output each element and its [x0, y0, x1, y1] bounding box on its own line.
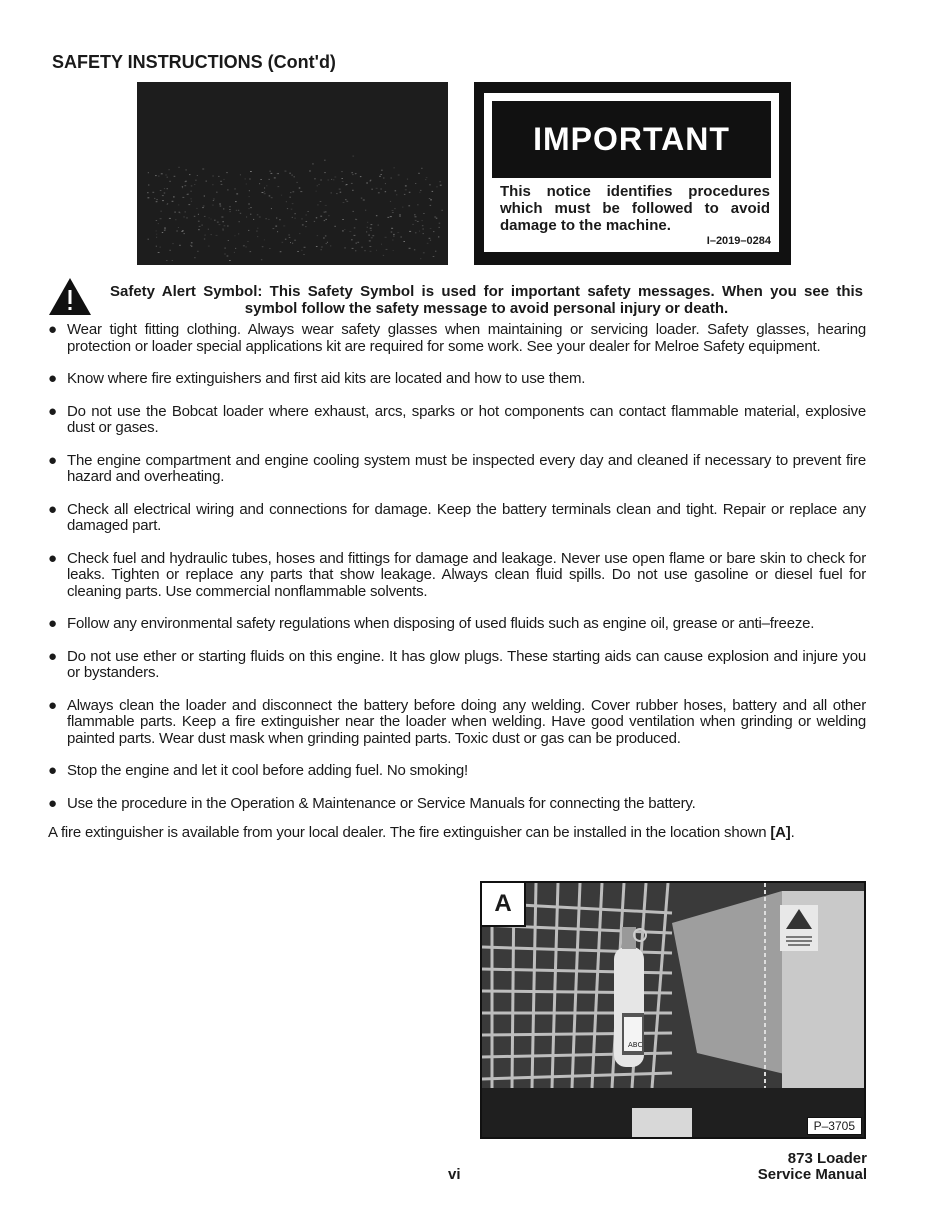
bullet-item — [48, 453, 866, 486]
notice-title: IMPORTANT — [492, 101, 771, 178]
bullet-dot-icon: ● — [48, 451, 57, 469]
bullet-dot-icon: ● — [48, 321, 57, 338]
noise-texture — [137, 82, 448, 265]
extinguisher-photo — [480, 881, 866, 1139]
extinguisher-note-text: A fire extinguisher is available from your local dealer. The fire extinguisher can be installed in the location shown — [48, 824, 771, 841]
bullet-item — [48, 616, 866, 633]
bullet-text: Follow any environmental safety regulations when disposing of used fluids such as engine oil, grease or anti–freeze. — [67, 615, 815, 632]
notice-code: I–2019–0284 — [706, 235, 771, 247]
bullet-item — [48, 502, 866, 535]
bullet-item — [48, 796, 866, 813]
bullet-text: Check fuel and hydraulic tubes, hoses and fittings for damage and leakage. Never use open flame or bare skin to check for leaks. Tighten or replace any parts that show leakage. Always clean fluid spills. Do not use gasoline or diesel fuel for cleaning parts. Use commercial nonflammable solvents. — [67, 549, 866, 600]
page-heading: SAFETY INSTRUCTIONS (Cont'd) — [52, 52, 336, 72]
bullet-text: Do not use the Bobcat loader where exhaust, arcs, sparks or hot components can contact flammable material, explosive dust or gases. — [67, 402, 866, 436]
dark-image-panel — [137, 82, 448, 265]
footer-line2: Service Manual — [757, 1166, 867, 1183]
bullet-item — [48, 551, 866, 601]
footer-line1: 873 Loader — [787, 1150, 867, 1167]
bullet-text: Always clean the loader and disconnect the battery before doing any welding. Cover rubber hoses, battery and all other flammable parts. Keep a fire extinguisher near the loader when welding. Have good ventilation when grinding or welding painted parts. Wear dust mask when grinding painted parts. Toxic dust or gas can be produced. — [67, 696, 866, 747]
bullet-dot-icon: ● — [48, 794, 57, 812]
notice-frame — [482, 91, 781, 254]
bullet-item — [48, 404, 866, 437]
bullet-text: The engine compartment and engine cooling system must be inspected every day and cleaned if necessary to prevent fire hazard and overheating. — [67, 451, 866, 485]
safety-alert-line1: Safety Alert Symbol: This Safety Symbol is used for important safety messages. When you see this — [110, 283, 863, 300]
page-number: vi — [448, 1166, 461, 1183]
bullet-dot-icon: ● — [48, 696, 57, 714]
bullet-text: Do not use ether or starting fluids on this engine. It has glow plugs. These starting aids can cause explosion and injure you or bystanders. — [67, 647, 866, 681]
extinguisher-label: ABC — [628, 1041, 643, 1049]
bullet-item — [48, 322, 866, 355]
bullet-dot-icon: ● — [48, 762, 57, 779]
warning-triangle-icon — [48, 276, 92, 316]
photo-label: A — [482, 883, 526, 927]
bullet-dot-icon: ● — [48, 647, 57, 665]
extinguisher-note — [48, 824, 795, 841]
safety-bullet-list — [48, 322, 866, 812]
extinguisher-note-ref: [A] — [770, 824, 791, 841]
footer-title — [758, 1151, 867, 1183]
bullet-dot-icon: ● — [48, 615, 57, 632]
bullet-dot-icon: ● — [48, 402, 57, 420]
bullet-text: Stop the engine and let it cool before adding fuel. No smoking! — [67, 762, 469, 779]
photo-illustration — [482, 883, 864, 1137]
extinguisher-note-end: . — [790, 824, 795, 841]
bullet-item — [48, 698, 866, 748]
bullet-dot-icon: ● — [48, 370, 57, 387]
safety-alert-line2: symbol follow the safety message to avoid personal injury or death. — [244, 300, 729, 317]
bullet-text: Wear tight fitting clothing. Always wear safety glasses when maintaining or servicing loader. Safety glasses, hearing protection or loader special applications kit are required for some work. See your dealer for Melroe Safety equipment. — [67, 321, 866, 355]
photo-code: P–3705 — [807, 1117, 862, 1135]
bullet-item — [48, 371, 866, 388]
bullet-dot-icon: ● — [48, 549, 57, 567]
bullet-dot-icon: ● — [48, 500, 57, 518]
bullet-text: Know where fire extinguishers and first aid kits are located and how to use them. — [67, 370, 586, 387]
bullet-item — [48, 763, 866, 780]
bullet-text: Use the procedure in the Operation & Maintenance or Service Manuals for connecting the battery. — [67, 794, 696, 812]
notice-text: This notice identifies procedures which must be followed to avoid damage to the machine. — [500, 183, 770, 234]
important-notice — [474, 82, 791, 265]
bullet-item — [48, 649, 866, 682]
bullet-text: Check all electrical wiring and connections for damage. Keep the battery terminals clean and tight. Repair or replace any damaged part. — [67, 500, 866, 534]
